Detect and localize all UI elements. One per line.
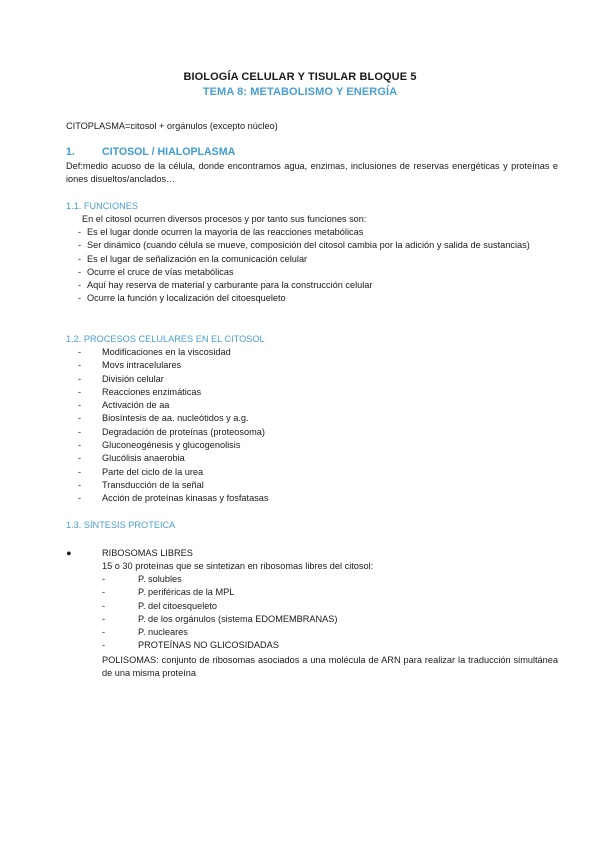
list-item: - PROTEÍNAS NO GLICOSIDADAS xyxy=(102,640,279,651)
list-item: - P. nucleares xyxy=(102,627,188,638)
list-item: - Es el lugar de señalización en la comunicación celular xyxy=(78,253,308,264)
definition-paragraph: Def:medio acuoso de la célula, donde encontramos agua, enzimas, inclusiones de reservas energéticas y proteínas e iones disueltos/anclados… xyxy=(66,161,558,185)
list-item: - Reacciones enzimáticas xyxy=(78,386,202,397)
list-item: - P. del citoesqueleto xyxy=(102,600,218,611)
procesos-heading: 1.2. PROCESOS CELULARES EN EL CITOSOL xyxy=(66,334,265,344)
list-item: - Glucólisis anaerobia xyxy=(78,453,185,464)
list-item: - Es el lugar donde ocurren la mayoría de las reacciones metabólicas xyxy=(78,227,364,237)
list-item: - Parte del ciclo de la urea xyxy=(78,466,204,477)
list-item: - Transducción de la señal xyxy=(78,479,204,490)
document-title: BIOLOGÍA CELULAR Y TISULAR BLOQUE 5 xyxy=(183,71,417,83)
section-heading-citosol xyxy=(66,146,235,159)
polisomas-paragraph: POLISOMAS: conjunto de ribosomas asociados a una molécula de ARN para realizar la traducción simultánea de una misma proteína xyxy=(102,655,558,679)
intro-line: CITOPLASMA=citosol + orgánulos (excepto núcleo) xyxy=(66,121,278,131)
funciones-heading: 1.1. FUNCIONES xyxy=(66,201,138,211)
list-item: - Ocurre el cruce de vías metabólicas xyxy=(78,266,234,277)
list-item: - Degradación de proteínas (proteosoma) xyxy=(78,426,265,437)
funciones-list xyxy=(78,226,558,306)
list-item: - Movs intracelulares xyxy=(78,360,182,371)
ribosomas-title: RIBOSOMAS LIBRES xyxy=(102,548,193,558)
sintesis-heading: 1.3. SÍNTESIS PROTEICA xyxy=(66,520,176,530)
list-item: - Biosíntesis de aa. nucleótidos y a.g. xyxy=(78,413,249,424)
list-item: - Gluconeogénesis y glucogenolisis xyxy=(78,440,241,451)
list-item: - Acción de proteínas kinasas y fosfatasas xyxy=(78,493,269,504)
list-item: - P. solubles xyxy=(102,574,182,584)
list-item: - Aquí hay reserva de material y carburante para la construcción celular xyxy=(78,280,373,291)
list-item: - Modificaciones en la viscosidad xyxy=(78,347,231,357)
list-item: - Ser dinámico (cuando célula se mueve, composición del citosol cambia por la adición y salida de sustancias) xyxy=(78,240,530,251)
ribosomas-list xyxy=(102,573,337,653)
bullet-icon: ● xyxy=(66,548,72,558)
procesos-list xyxy=(78,346,269,506)
document-subtitle: TEMA 8: METABOLISMO Y ENERGÍA xyxy=(202,86,398,98)
list-item: - Ocurre la función y localización del citoesqueleto xyxy=(78,293,286,304)
section-title: CITOSOL / HIALOPLASMA xyxy=(102,146,236,158)
ribosomas-lead: 15 o 30 proteínas que se sintetizan en ribosomas libres del citosol: xyxy=(102,561,374,571)
list-item: - Activación de aa xyxy=(78,400,170,411)
list-item: - P. de los orgánulos (sistema EDOMEMBRANAS) xyxy=(102,613,338,624)
section-number: 1. xyxy=(66,146,75,158)
list-item: - División celular xyxy=(78,373,164,384)
list-item: - P. periféricas de la MPL xyxy=(102,587,235,598)
funciones-lead: En el citosol ocurren diversos procesos y por tanto sus funciones son: xyxy=(82,214,367,224)
